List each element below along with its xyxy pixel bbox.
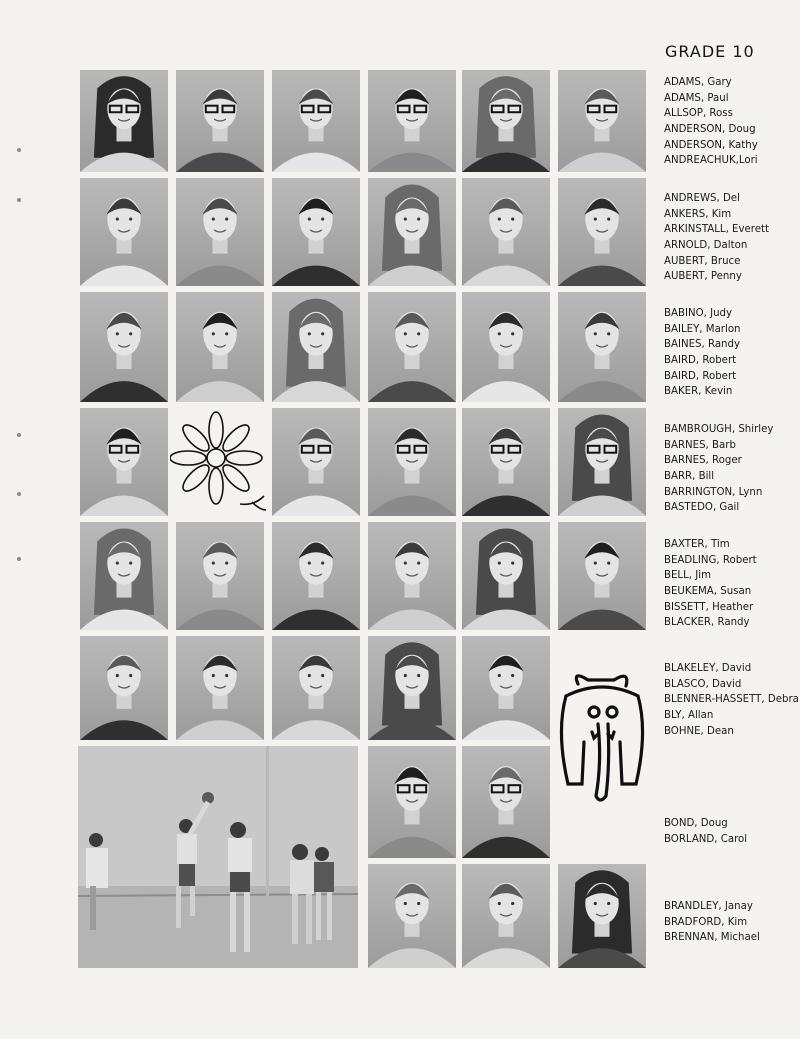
- student-portrait: [368, 70, 456, 172]
- student-name: ADAMS, Paul: [664, 92, 729, 104]
- names-row-6: [664, 661, 799, 739]
- student-portrait: [368, 408, 456, 516]
- student-name: BARNES, Roger: [664, 455, 742, 467]
- student-portrait: [80, 70, 168, 172]
- student-portrait: [462, 636, 550, 740]
- student-name: BELL, Jim: [664, 570, 712, 582]
- flower-doodle: [170, 408, 270, 518]
- student-name: BLENNER-HASSETT, Debra: [664, 694, 799, 706]
- student-portrait: [176, 522, 264, 630]
- student-name: BAINES, Randy: [664, 339, 741, 351]
- student-portrait: [368, 178, 456, 286]
- student-name: BASTEDO, Gail: [664, 502, 740, 514]
- student-name: BAIRD, Robert: [664, 355, 737, 367]
- basketball-action-photo: [78, 746, 358, 968]
- names-row-8: [664, 899, 799, 946]
- student-name: BLAKELEY, David: [664, 663, 752, 674]
- student-portrait: [272, 178, 360, 286]
- student-name: BLY, Allan: [664, 710, 714, 722]
- student-name: BEUKEMA, Susan: [664, 586, 752, 598]
- student-name: BRADFORD, Kim: [664, 916, 748, 928]
- names-row-4: [664, 422, 799, 516]
- page-title: GRADE 10: [665, 42, 755, 61]
- binder-hole: [17, 557, 21, 561]
- student-name: BAMBROUGH, Shirley: [664, 424, 774, 435]
- student-name: BAILEY, Marlon: [664, 323, 741, 335]
- student-name: ANDREWS, Del: [664, 193, 740, 204]
- student-name: BARNES, Barb: [664, 439, 736, 451]
- student-name: ANKERS, Kim: [664, 208, 732, 220]
- student-name: BISSETT, Heather: [664, 601, 754, 613]
- student-portrait: [80, 636, 168, 740]
- student-portrait: [368, 864, 456, 968]
- student-portrait: [462, 178, 550, 286]
- student-portrait: [80, 522, 168, 630]
- binder-hole: [17, 492, 21, 496]
- student-name: ALLSOP, Ross: [664, 108, 733, 120]
- student-portrait: [272, 522, 360, 630]
- student-name: BORLAND, Carol: [664, 833, 748, 845]
- student-portrait: [368, 522, 456, 630]
- student-name: AUBERT, Bruce: [664, 255, 741, 267]
- student-portrait: [462, 292, 550, 402]
- student-portrait: [176, 636, 264, 740]
- names-row-7: [664, 816, 799, 847]
- student-portrait: [558, 70, 646, 172]
- student-portrait: [368, 636, 456, 740]
- student-name: BOND, Doug: [664, 818, 728, 829]
- student-name: BRANDLEY, Janay: [664, 901, 753, 912]
- student-name: BAIRD, Robert: [664, 370, 737, 382]
- student-portrait: [272, 636, 360, 740]
- student-portrait: [368, 746, 456, 858]
- student-portrait: [272, 408, 360, 516]
- student-name: BARRINGTON, Lynn: [664, 486, 763, 498]
- names-row-5: [664, 537, 799, 631]
- student-portrait: [272, 70, 360, 172]
- student-portrait: [462, 864, 550, 968]
- student-portrait: [558, 522, 646, 630]
- student-name: BLACKER, Randy: [664, 617, 750, 629]
- student-name: BAKER, Kevin: [664, 386, 733, 398]
- student-portrait: [558, 178, 646, 286]
- names-row-1: [664, 75, 799, 169]
- binder-hole: [17, 198, 21, 202]
- student-name: BAXTER, Tim: [664, 539, 730, 550]
- student-name: BRENNAN, Michael: [664, 932, 760, 944]
- student-portrait: [80, 178, 168, 286]
- binder-hole: [17, 433, 21, 437]
- names-row-2: [664, 191, 799, 285]
- student-portrait: [462, 408, 550, 516]
- student-portrait: [368, 292, 456, 402]
- student-portrait: [462, 746, 550, 858]
- binder-hole: [17, 148, 21, 152]
- student-name: BARR, Bill: [664, 471, 715, 483]
- student-name: ARNOLD, Dalton: [664, 240, 748, 252]
- student-portrait: [176, 292, 264, 402]
- student-name: ADAMS, Gary: [664, 77, 732, 88]
- student-name: AUBERT, Penny: [664, 271, 742, 283]
- student-name: BLASCO, David: [664, 678, 742, 690]
- student-name: BABINO, Judy: [664, 308, 733, 319]
- student-portrait: [558, 864, 646, 968]
- student-name: ANDREACHUK,Lori: [664, 155, 758, 167]
- student-portrait: [176, 70, 264, 172]
- student-portrait: [80, 292, 168, 402]
- student-name: ANDERSON, Doug: [664, 124, 756, 136]
- student-portrait: [272, 292, 360, 402]
- student-portrait: [80, 408, 168, 516]
- student-portrait: [462, 70, 550, 172]
- student-name: ARKINSTALL, Everett: [664, 224, 770, 236]
- student-name: ANDERSON, Kathy: [664, 139, 758, 151]
- elephant-doodle: [558, 672, 648, 812]
- student-portrait: [176, 178, 264, 286]
- names-row-3: [664, 306, 799, 400]
- student-name: BOHNE, Dean: [664, 725, 734, 737]
- student-portrait: [462, 522, 550, 630]
- student-portrait: [558, 292, 646, 402]
- student-name: BEADLING, Robert: [664, 554, 757, 566]
- student-portrait: [558, 408, 646, 516]
